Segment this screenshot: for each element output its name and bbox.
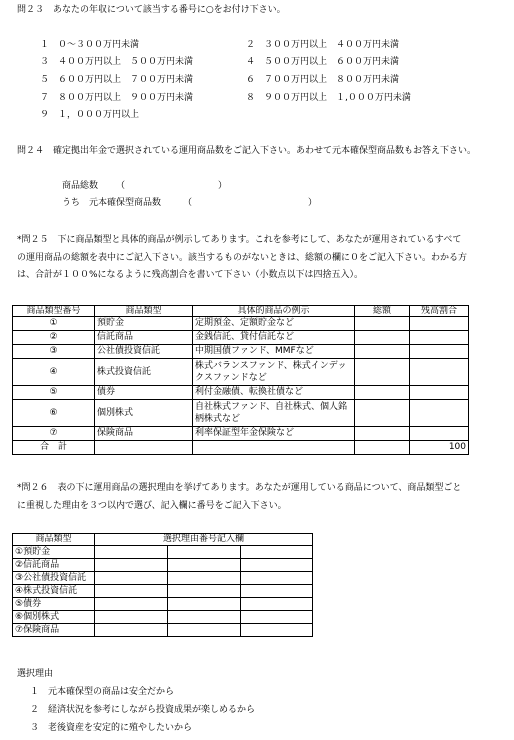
table-row [13, 400, 469, 427]
reason-cell[interactable] [95, 611, 168, 624]
q23-option: ８ ９００万円以上 １,０００万円未満 [246, 93, 411, 103]
reason-cell[interactable] [168, 546, 241, 559]
amount-cell[interactable] [355, 386, 410, 400]
reason-cell[interactable] [168, 585, 241, 598]
table-row [13, 359, 469, 386]
col-header: 商品類型 [95, 306, 193, 317]
table-row [13, 546, 313, 559]
reason-item: ３ 老後資産を安定的に殖やしたいから [30, 723, 193, 733]
reason-cell[interactable] [95, 559, 168, 572]
q24-total-paren-open: （ [116, 181, 126, 191]
reason-cell[interactable] [95, 546, 168, 559]
type-name: 公社債投資信託 [95, 345, 193, 359]
q23-title: 問２３ あなたの年収について該当する番号に○をお付け下さい。 [17, 5, 286, 15]
q25-text-line1: *問２５ 下に商品類型と具体的商品が例示してあります。これを参考にして、あなたが運用されているすべて [17, 235, 462, 245]
reason-cell[interactable] [241, 559, 313, 572]
total-ratio: 100 [410, 441, 469, 455]
q26-table [12, 533, 313, 637]
q24-total-label: 商品総数 [62, 181, 99, 191]
example: 定期預金、定額貯金など [193, 317, 355, 331]
reason-cell[interactable] [95, 572, 168, 585]
reason-cell[interactable] [95, 598, 168, 611]
ratio-cell[interactable] [410, 317, 469, 331]
reason-item: １ 元本確保型の商品は安全だから [30, 687, 175, 697]
table-row [13, 317, 469, 331]
ratio-cell[interactable] [410, 386, 469, 400]
q23-option: ３ ４００万円以上 ５００万円未満 [40, 57, 194, 67]
type-number: ① [13, 317, 95, 331]
type-number: ② [13, 331, 95, 345]
q24-title: 問２４ 確定拠出年金で選択されている運用商品数をご記入下さい。あわせて元本確保型商品数もお答え下さい。 [17, 146, 477, 156]
reason-cell[interactable] [241, 611, 313, 624]
reason-cell[interactable] [95, 585, 168, 598]
table-row [13, 598, 313, 611]
col-header: 具体的商品の例示 [193, 306, 355, 317]
col-header: 総額 [355, 306, 410, 317]
q23-option: ４ ５００万円以上 ６００万円未満 [246, 57, 400, 67]
reason-cell[interactable] [168, 611, 241, 624]
ratio-cell[interactable] [410, 331, 469, 345]
type-name: 債券 [95, 386, 193, 400]
type-name: ⑤債券 [13, 598, 95, 611]
reason-cell[interactable] [168, 624, 241, 637]
type-name: ④株式投資信託 [13, 585, 95, 598]
type-name: ⑥個別株式 [13, 611, 95, 624]
table-row [13, 624, 313, 637]
amount-cell[interactable] [355, 427, 410, 441]
example: 利付金融債、転換社債など [193, 386, 355, 400]
q26-header-row [13, 534, 313, 546]
table-row [13, 572, 313, 585]
type-name: ②信託商品 [13, 559, 95, 572]
amount-cell[interactable] [355, 400, 410, 427]
table-row [13, 386, 469, 400]
example: 自社株式ファンド、自社株式、個人銘柄株式など [193, 400, 355, 427]
q24-principal-field[interactable] [193, 199, 303, 210]
ratio-cell[interactable] [410, 400, 469, 427]
type-number: ③ [13, 345, 95, 359]
q23-option: ６ ７００万円以上 ８００万円未満 [246, 75, 400, 85]
table-row [13, 427, 469, 441]
q24-total-field[interactable] [126, 182, 216, 193]
total-label: 合 計 [13, 441, 95, 455]
type-number: ⑦ [13, 427, 95, 441]
amount-cell[interactable] [355, 359, 410, 386]
type-name: 保険商品 [95, 427, 193, 441]
example: 中期国債ファンド、MMFなど [193, 345, 355, 359]
col-header: 選択理由番号記入欄 [95, 534, 313, 546]
table-row [13, 611, 313, 624]
reason-cell[interactable] [241, 585, 313, 598]
total-amount-cell[interactable] [355, 441, 410, 455]
reason-cell[interactable] [168, 559, 241, 572]
q23-option: ５ ６００万円以上 ７００万円未満 [40, 75, 194, 85]
type-name: 株式投資信託 [95, 359, 193, 386]
example: 金銭信託、貸付信託など [193, 331, 355, 345]
q24-total-paren-close: ） [218, 181, 228, 191]
table-row [13, 559, 313, 572]
q24-principal-label: うち 元本確保型商品数 [62, 198, 162, 208]
reason-cell[interactable] [168, 598, 241, 611]
reason-cell[interactable] [241, 572, 313, 585]
ratio-cell[interactable] [410, 359, 469, 386]
col-header: 残高割合 [410, 306, 469, 317]
reason-cell[interactable] [168, 572, 241, 585]
reason-cell[interactable] [95, 624, 168, 637]
ratio-cell[interactable] [410, 427, 469, 441]
table-row [13, 585, 313, 598]
reason-cell[interactable] [241, 624, 313, 637]
reasons-title: 選択理由 [17, 669, 54, 679]
q23-option: １ ０～３００万円未満 [40, 40, 140, 50]
q24-principal-paren-close: ） [308, 198, 318, 208]
amount-cell[interactable] [355, 345, 410, 359]
reason-cell[interactable] [241, 546, 313, 559]
example: 株式バランスファンド、株式インデックスファンドなど [193, 359, 355, 386]
q25-text-line3: は、合計が１００%になるように残高割合を書いて下さい（小数点以下は四捨五入）。 [17, 270, 364, 280]
type-name: ①預貯金 [13, 546, 95, 559]
amount-cell[interactable] [355, 331, 410, 345]
q23-option: ２ ３００万円以上 ４００万円未満 [246, 40, 400, 50]
example: 利率保証型年金保険など [193, 427, 355, 441]
q25-text-line2: の運用商品の総額を表中にご記入下さい。該当するものがないときは、総額の欄に０をご記入下さい。わかる方 [17, 253, 468, 263]
col-header: 商品類型番号 [13, 306, 95, 317]
table-row [13, 345, 469, 359]
type-number: ⑥ [13, 400, 95, 427]
type-number: ④ [13, 359, 95, 386]
q26-text-line2: に重視した理由を３つ以内で選び、記入欄に番号をご記入下さい。 [17, 501, 287, 511]
ratio-cell[interactable] [410, 345, 469, 359]
type-name: 預貯金 [95, 317, 193, 331]
type-number: ⑤ [13, 386, 95, 400]
q25-header-row [13, 306, 469, 317]
table-row [13, 331, 469, 345]
col-header: 商品類型 [13, 534, 95, 546]
q24-principal-paren-open: （ [183, 198, 193, 208]
q23-option: ９ １，０００万円以上 [40, 110, 140, 120]
total-row [13, 441, 469, 455]
reason-item: ２ 経済状況を参考にしながら投資成果が楽しめるから [30, 705, 256, 715]
type-name: 個別株式 [95, 400, 193, 427]
amount-cell[interactable] [355, 317, 410, 331]
q23-option: ７ ８００万円以上 ９００万円未満 [40, 93, 194, 103]
q26-text-line1: *問２６ 表の下に運用商品の選択理由を挙げてあります。あなたが運用している商品について、商品類型ごと [17, 483, 462, 493]
reason-cell[interactable] [241, 598, 313, 611]
type-name: 信託商品 [95, 331, 193, 345]
q25-table [12, 305, 469, 455]
type-name: ③公社債投資信託 [13, 572, 95, 585]
type-name: ⑦保険商品 [13, 624, 95, 637]
